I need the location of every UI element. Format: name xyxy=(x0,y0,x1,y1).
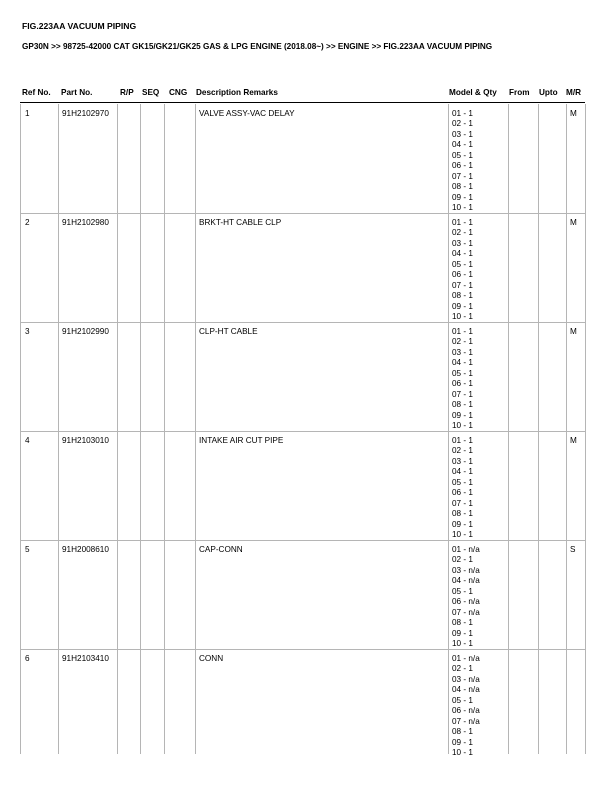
cell-mr: M xyxy=(570,218,577,227)
cell-part-no: 91H2102990 xyxy=(62,327,109,336)
cell-ref-no: 1 xyxy=(25,109,30,118)
table-row xyxy=(0,540,612,649)
cell-mr: M xyxy=(570,327,577,336)
model-qty-entry: 08 - 1 xyxy=(452,727,473,737)
column-divider xyxy=(566,213,567,322)
column-divider xyxy=(20,649,21,754)
model-qty-entry: 04 - n/a xyxy=(452,576,480,586)
column-divider xyxy=(508,104,509,213)
model-qty-entry: 08 - 1 xyxy=(452,291,473,301)
cell-ref-no: 5 xyxy=(25,545,30,554)
column-divider xyxy=(585,104,586,213)
header-model-qty: Model & Qty xyxy=(449,88,497,97)
column-divider xyxy=(195,649,196,754)
column-divider xyxy=(20,322,21,431)
model-qty-entry: 06 - 1 xyxy=(452,270,473,280)
model-qty-entry: 01 - 1 xyxy=(452,436,473,445)
column-divider xyxy=(164,104,165,213)
model-qty-entry: 03 - n/a xyxy=(452,674,480,684)
model-qty-entry: 01 - n/a xyxy=(452,545,480,554)
cell-model-qty xyxy=(452,436,473,541)
column-divider xyxy=(164,540,165,649)
model-qty-entry: 09 - 1 xyxy=(452,410,473,420)
model-qty-entry: 02 - 1 xyxy=(452,337,473,347)
column-divider xyxy=(566,431,567,540)
column-divider xyxy=(140,104,141,213)
table-header xyxy=(0,88,612,100)
model-qty-entry: 10 - 1 xyxy=(452,639,473,649)
model-qty-entry: 09 - 1 xyxy=(452,628,473,638)
cell-part-no: 91H2103410 xyxy=(62,654,109,663)
column-divider xyxy=(585,431,586,540)
header-cng: CNG xyxy=(169,88,188,97)
model-qty-entry: 09 - 1 xyxy=(452,192,473,202)
column-divider xyxy=(538,649,539,754)
model-qty-entry: 04 - 1 xyxy=(452,467,473,477)
cell-part-no: 91H2008610 xyxy=(62,545,109,554)
column-divider xyxy=(448,431,449,540)
model-qty-entry: 01 - 1 xyxy=(452,218,473,227)
model-qty-entry: 09 - 1 xyxy=(452,301,473,311)
column-divider xyxy=(448,322,449,431)
model-qty-entry: 07 - 1 xyxy=(452,389,473,399)
cell-model-qty xyxy=(452,654,480,759)
column-divider xyxy=(117,322,118,431)
model-qty-entry: 05 - 1 xyxy=(452,695,473,705)
column-divider xyxy=(195,431,196,540)
model-qty-entry: 10 - 1 xyxy=(452,421,473,431)
column-divider xyxy=(58,540,59,649)
model-qty-entry: 05 - 1 xyxy=(452,477,473,487)
cell-mr: M xyxy=(570,109,577,118)
cell-ref-no: 4 xyxy=(25,436,30,445)
cell-part-no: 91H2102980 xyxy=(62,218,109,227)
model-qty-entry: 06 - 1 xyxy=(452,379,473,389)
model-qty-entry: 08 - 1 xyxy=(452,618,473,628)
header-upto: Upto xyxy=(539,88,558,97)
column-divider xyxy=(566,322,567,431)
column-divider xyxy=(140,213,141,322)
column-divider xyxy=(585,213,586,322)
column-divider xyxy=(164,431,165,540)
model-qty-entry: 02 - 1 xyxy=(452,119,473,129)
cell-model-qty xyxy=(452,545,480,650)
header-part-no: Part No. xyxy=(61,88,93,97)
model-qty-entry: 07 - 1 xyxy=(452,171,473,181)
column-divider xyxy=(538,540,539,649)
column-divider xyxy=(140,322,141,431)
model-qty-entry: 04 - 1 xyxy=(452,358,473,368)
cell-ref-no: 3 xyxy=(25,327,30,336)
model-qty-entry: 03 - 1 xyxy=(452,129,473,139)
model-qty-entry: 10 - 1 xyxy=(452,530,473,540)
column-divider xyxy=(448,649,449,754)
column-divider xyxy=(117,540,118,649)
column-divider xyxy=(538,213,539,322)
model-qty-entry: 07 - n/a xyxy=(452,716,480,726)
cell-description: VALVE ASSY-VAC DELAY xyxy=(199,109,295,118)
column-divider xyxy=(508,431,509,540)
model-qty-entry: 01 - 1 xyxy=(452,327,473,336)
column-divider xyxy=(20,540,21,649)
column-divider xyxy=(448,540,449,649)
model-qty-entry: 03 - n/a xyxy=(452,565,480,575)
table-row xyxy=(0,431,612,540)
cell-description: CONN xyxy=(199,654,224,663)
column-divider xyxy=(566,649,567,754)
model-qty-entry: 05 - 1 xyxy=(452,259,473,269)
column-divider xyxy=(566,104,567,213)
model-qty-entry: 04 - n/a xyxy=(452,685,480,695)
model-qty-entry: 08 - 1 xyxy=(452,182,473,192)
model-qty-entry: 02 - 1 xyxy=(452,664,473,674)
model-qty-entry: 08 - 1 xyxy=(452,400,473,410)
model-qty-entry: 09 - 1 xyxy=(452,519,473,529)
model-qty-entry: 06 - 1 xyxy=(452,161,473,171)
column-divider xyxy=(164,213,165,322)
cell-description: CAP-CONN xyxy=(199,545,243,554)
column-divider xyxy=(58,649,59,754)
column-divider xyxy=(164,649,165,754)
model-qty-entry: 05 - 1 xyxy=(452,150,473,160)
column-divider xyxy=(566,540,567,649)
column-divider xyxy=(20,104,21,213)
page-title: FIG.223AA VACUUM PIPING xyxy=(22,21,137,31)
header-divider xyxy=(20,102,585,103)
column-divider xyxy=(20,213,21,322)
column-divider xyxy=(20,431,21,540)
model-qty-entry: 05 - 1 xyxy=(452,586,473,596)
header-seq: SEQ xyxy=(142,88,160,97)
column-divider xyxy=(538,431,539,540)
column-divider xyxy=(508,322,509,431)
header-mr: M/R xyxy=(566,88,582,97)
breadcrumb: GP30N >> 98725-42000 CAT GK15/GK21/GK25 GAS & LPG ENGINE (2018.08~) >> ENGINE >> FIG.223AA VACUUM PIPING xyxy=(22,42,493,51)
column-divider xyxy=(117,213,118,322)
column-divider xyxy=(140,431,141,540)
cell-description: BRKT-HT CABLE CLP xyxy=(199,218,282,227)
model-qty-entry: 01 - 1 xyxy=(452,109,473,118)
model-qty-entry: 07 - 1 xyxy=(452,280,473,290)
model-qty-entry: 06 - n/a xyxy=(452,597,480,607)
model-qty-entry: 03 - 1 xyxy=(452,347,473,357)
header-description: Description Remarks xyxy=(196,88,278,97)
column-divider xyxy=(508,540,509,649)
header-ref-no: Ref No. xyxy=(22,88,51,97)
column-divider xyxy=(58,213,59,322)
cell-part-no: 91H2102970 xyxy=(62,109,109,118)
model-qty-entry: 05 - 1 xyxy=(452,368,473,378)
table-row xyxy=(0,213,612,322)
column-divider xyxy=(508,649,509,754)
model-qty-entry: 06 - n/a xyxy=(452,706,480,716)
model-qty-entry: 04 - 1 xyxy=(452,249,473,259)
column-divider xyxy=(164,322,165,431)
column-divider xyxy=(585,322,586,431)
cell-ref-no: 2 xyxy=(25,218,30,227)
table-row xyxy=(0,649,612,758)
column-divider xyxy=(585,649,586,754)
model-qty-entry: 06 - 1 xyxy=(452,488,473,498)
cell-description: INTAKE AIR CUT PIPE xyxy=(199,436,284,445)
column-divider xyxy=(195,322,196,431)
cell-mr: S xyxy=(570,545,576,554)
column-divider xyxy=(448,104,449,213)
column-divider xyxy=(195,540,196,649)
header-rp: R/P xyxy=(120,88,134,97)
model-qty-entry: 10 - 1 xyxy=(452,748,473,758)
model-qty-entry: 01 - n/a xyxy=(452,654,480,663)
column-divider xyxy=(117,649,118,754)
column-divider xyxy=(140,649,141,754)
column-divider xyxy=(58,322,59,431)
model-qty-entry: 04 - 1 xyxy=(452,140,473,150)
cell-mr: M xyxy=(570,436,577,445)
model-qty-entry: 02 - 1 xyxy=(452,228,473,238)
model-qty-entry: 08 - 1 xyxy=(452,509,473,519)
model-qty-entry: 02 - 1 xyxy=(452,446,473,456)
column-divider xyxy=(117,431,118,540)
model-qty-entry: 03 - 1 xyxy=(452,456,473,466)
cell-model-qty xyxy=(452,327,473,432)
column-divider xyxy=(58,431,59,540)
cell-part-no: 91H2103010 xyxy=(62,436,109,445)
column-divider xyxy=(538,322,539,431)
cell-ref-no: 6 xyxy=(25,654,30,663)
column-divider xyxy=(140,540,141,649)
header-from: From xyxy=(509,88,530,97)
cell-model-qty xyxy=(452,218,473,323)
model-qty-entry: 10 - 1 xyxy=(452,312,473,322)
column-divider xyxy=(585,540,586,649)
model-qty-entry: 02 - 1 xyxy=(452,555,473,565)
cell-description: CLP-HT CABLE xyxy=(199,327,258,336)
column-divider xyxy=(117,104,118,213)
table-row xyxy=(0,104,612,213)
cell-model-qty xyxy=(452,109,473,214)
model-qty-entry: 03 - 1 xyxy=(452,238,473,248)
column-divider xyxy=(538,104,539,213)
model-qty-entry: 07 - 1 xyxy=(452,498,473,508)
model-qty-entry: 09 - 1 xyxy=(452,737,473,747)
column-divider xyxy=(448,213,449,322)
column-divider xyxy=(58,104,59,213)
table-row xyxy=(0,322,612,431)
column-divider xyxy=(195,104,196,213)
column-divider xyxy=(508,213,509,322)
model-qty-entry: 07 - n/a xyxy=(452,607,480,617)
column-divider xyxy=(195,213,196,322)
model-qty-entry: 10 - 1 xyxy=(452,203,473,213)
